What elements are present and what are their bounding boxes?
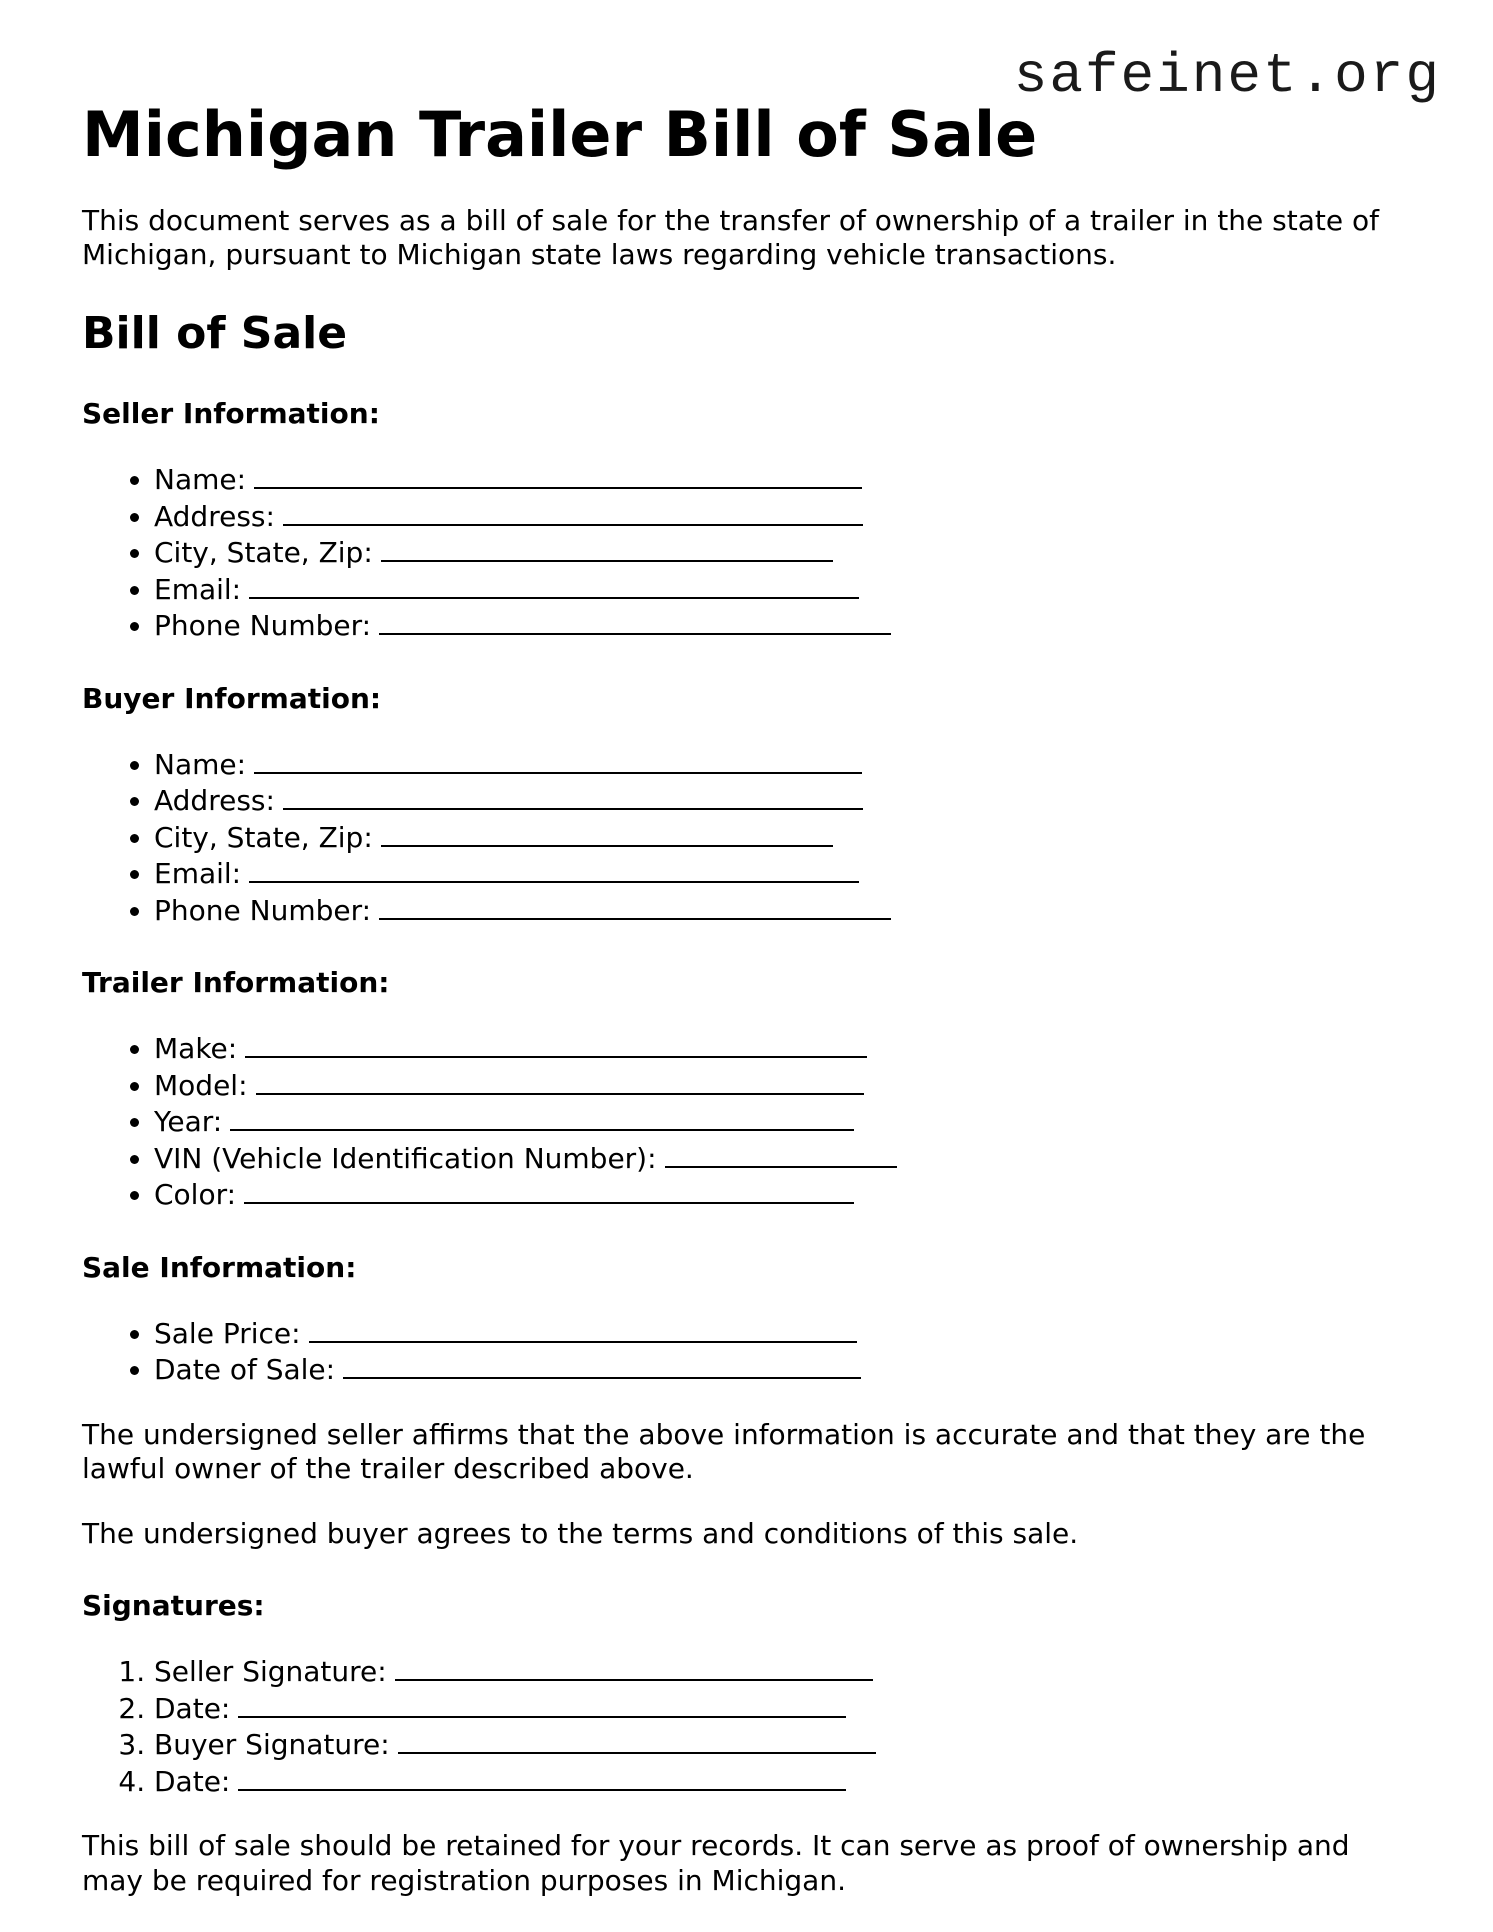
- field-label: Name:: [154, 463, 247, 497]
- address-blank[interactable]: [283, 782, 863, 810]
- field-label: Date:: [154, 1764, 231, 1798]
- signature-fields: [82, 1653, 1412, 1799]
- year-blank[interactable]: [230, 1103, 854, 1131]
- list-item: [154, 1763, 1412, 1800]
- list-item: [154, 1030, 1412, 1067]
- list-item: [154, 782, 1412, 819]
- list-item: [154, 1067, 1412, 1104]
- trailer-fields: [82, 1030, 1412, 1213]
- phone-blank[interactable]: [379, 607, 891, 635]
- list-item: [154, 1140, 1412, 1177]
- make-blank[interactable]: [245, 1030, 867, 1058]
- signatures-heading: Signatures:: [82, 1589, 265, 1623]
- field-label: Sale Price:: [154, 1316, 301, 1350]
- sale-heading: Sale Information:: [82, 1250, 357, 1284]
- list-item: [154, 819, 1412, 856]
- field-label: VIN (Vehicle Identification Number):: [154, 1141, 657, 1175]
- date-of-sale-blank[interactable]: [343, 1351, 861, 1379]
- color-blank[interactable]: [244, 1176, 854, 1204]
- list-item: [154, 1315, 1412, 1352]
- field-label: Year:: [154, 1105, 223, 1139]
- list-item: [154, 498, 1412, 535]
- city-state-zip-blank[interactable]: [381, 534, 833, 562]
- field-label: Name:: [154, 747, 247, 781]
- field-label: Buyer Signature:: [154, 1728, 390, 1762]
- intro-paragraph: This document serves as a bill of sale for the transfer of ownership of a trailer in the state of Michigan, pursuant to Michigan state laws regarding vehicle transactions.: [82, 204, 1379, 272]
- seller-fields: [82, 461, 1412, 644]
- watermark: safeinet.org: [1013, 44, 1441, 108]
- list-item: [154, 1653, 1412, 1690]
- document-title: Michigan Trailer Bill of Sale: [82, 98, 1038, 171]
- list-item: [154, 571, 1412, 608]
- list-item: [154, 1103, 1412, 1140]
- field-label: Email:: [154, 857, 242, 891]
- list-item: [154, 1176, 1412, 1213]
- name-blank[interactable]: [254, 461, 862, 489]
- city-state-zip-blank[interactable]: [381, 819, 833, 847]
- field-label: Date:: [154, 1691, 231, 1725]
- buyer-fields: [82, 746, 1412, 929]
- list-item: [154, 461, 1412, 498]
- list-item: [154, 1351, 1412, 1388]
- list-item: [154, 855, 1412, 892]
- buyer-signature-blank[interactable]: [398, 1726, 876, 1754]
- field-label: Color:: [154, 1178, 237, 1212]
- list-item: [154, 746, 1412, 783]
- field-label: Phone Number:: [154, 609, 372, 643]
- name-blank[interactable]: [254, 746, 862, 774]
- phone-blank[interactable]: [379, 892, 891, 920]
- model-blank[interactable]: [256, 1067, 864, 1095]
- buyer-date-blank[interactable]: [238, 1763, 846, 1791]
- list-item: [154, 892, 1412, 929]
- email-blank[interactable]: [249, 571, 859, 599]
- field-label: Address:: [154, 784, 275, 818]
- field-label: Date of Sale:: [154, 1353, 336, 1387]
- field-label: City, State, Zip:: [154, 820, 373, 854]
- seller-affirmation: The undersigned seller affirms that the above information is accurate and that they are the lawful owner of the trailer described above.: [82, 1417, 1366, 1486]
- list-item: [154, 1726, 1412, 1763]
- field-label: Make:: [154, 1032, 238, 1066]
- address-blank[interactable]: [283, 498, 863, 526]
- sale-price-blank[interactable]: [309, 1315, 857, 1343]
- seller-date-blank[interactable]: [238, 1690, 846, 1718]
- footer-note: This bill of sale should be retained for your records. It can serve as proof of ownership and may be required for registration purposes in Michigan.: [82, 1829, 1350, 1897]
- field-label: Model:: [154, 1068, 248, 1102]
- section-title: Bill of Sale: [82, 308, 348, 360]
- seller-heading: Seller Information:: [82, 397, 380, 431]
- trailer-heading: Trailer Information:: [82, 966, 390, 1000]
- email-blank[interactable]: [249, 855, 859, 883]
- buyer-affirmation: The undersigned buyer agrees to the terms and conditions of this sale.: [82, 1516, 1079, 1550]
- list-item: [154, 1690, 1412, 1727]
- field-label: Seller Signature:: [154, 1655, 387, 1689]
- vin-blank[interactable]: [665, 1140, 897, 1168]
- sale-fields: [82, 1315, 1412, 1388]
- list-item: [154, 534, 1412, 571]
- list-item: [154, 607, 1412, 644]
- field-label: City, State, Zip:: [154, 536, 373, 570]
- document-page: [82, 98, 1412, 1898]
- buyer-heading: Buyer Information:: [82, 681, 382, 715]
- field-label: Phone Number:: [154, 893, 372, 927]
- field-label: Address:: [154, 499, 275, 533]
- field-label: Email:: [154, 572, 242, 606]
- seller-signature-blank[interactable]: [395, 1653, 873, 1681]
